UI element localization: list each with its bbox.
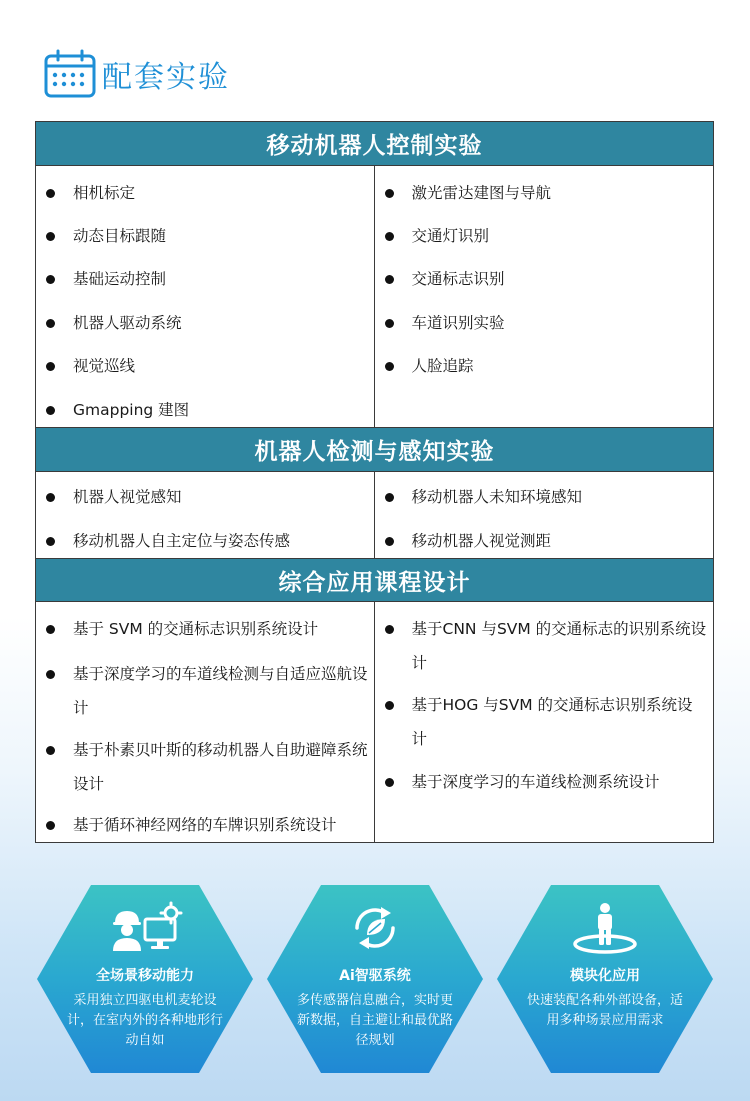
list-item: 相机标定 <box>36 176 374 210</box>
list-item: 基于CNN 与SVM 的交通标志的识别系统设计 <box>375 612 714 680</box>
list-item: 机器人驱动系统 <box>36 306 374 340</box>
list-item: 激光雷达建图与导航 <box>375 176 714 210</box>
section-body-course-design <box>36 602 713 843</box>
list-item: Gmapping 建图 <box>36 393 374 427</box>
section-header-course-design: 综合应用课程设计 <box>36 559 713 602</box>
list-item: 车道识别实验 <box>375 306 714 340</box>
list-item: 基础运动控制 <box>36 262 374 296</box>
list-item: 动态目标跟随 <box>36 219 374 253</box>
feature-title: Ai智驱系统 <box>339 968 411 984</box>
list-item: 机器人视觉感知 <box>36 480 374 514</box>
section-body-detection-perception <box>36 472 713 559</box>
list-item: 基于朴素贝叶斯的移动机器人自助避障系统设计 <box>36 733 374 801</box>
feature-description: 多传感器信息融合，实时更新数据，自主避让和最优路径规划 <box>296 993 453 1048</box>
list-item: 交通灯识别 <box>375 219 714 253</box>
feature-description: 快速装配各种外部设备，适用多种场景应用需求 <box>526 993 683 1028</box>
list-item: 移动机器人视觉测距 <box>375 524 714 558</box>
feature-all-scene-mobility <box>37 885 253 1073</box>
list-item: 移动机器人未知环境感知 <box>375 480 714 514</box>
list-item: 视觉巡线 <box>36 349 374 383</box>
list-item: 基于深度学习的车道线检测与自适应巡航设计 <box>36 657 374 725</box>
right-column <box>375 472 714 558</box>
right-column <box>375 166 714 427</box>
right-column <box>375 602 714 843</box>
left-column <box>36 602 375 843</box>
list-item: 基于HOG 与SVM 的交通标志识别系统设计 <box>375 688 714 756</box>
experiments-table <box>35 121 714 843</box>
person-platform-icon <box>567 901 643 955</box>
calendar-icon <box>44 49 96 99</box>
section-header-mobile-robot-control: 移动机器人控制实验 <box>36 122 713 166</box>
page-header <box>44 48 230 100</box>
section-body-mobile-robot-control <box>36 166 713 428</box>
feature-title: 模块化应用 <box>570 968 640 984</box>
list-item: 交通标志识别 <box>375 262 714 296</box>
list-item: 移动机器人自主定位与姿态传感 <box>36 524 374 558</box>
list-item: 基于循环神经网络的车牌识别系统设计 <box>36 808 374 842</box>
feature-description: 采用独立四驱电机麦轮设计，在室内外的各种地形行动自如 <box>66 993 223 1048</box>
list-item: 人脸追踪 <box>375 349 714 383</box>
list-item: 基于深度学习的车道线检测系统设计 <box>375 765 714 799</box>
left-column <box>36 166 375 427</box>
leaf-cycle-icon <box>337 901 413 955</box>
feature-title: 全场景移动能力 <box>96 968 194 984</box>
worker-computer-icon <box>107 901 183 955</box>
feature-ai-drive-system <box>267 885 483 1073</box>
left-column <box>36 472 375 558</box>
section-header-detection-perception: 机器人检测与感知实验 <box>36 428 713 472</box>
page-title: 配套实验 <box>102 60 230 95</box>
feature-modular-application <box>497 885 713 1073</box>
list-item: 基于 SVM 的交通标志识别系统设计 <box>36 612 374 646</box>
